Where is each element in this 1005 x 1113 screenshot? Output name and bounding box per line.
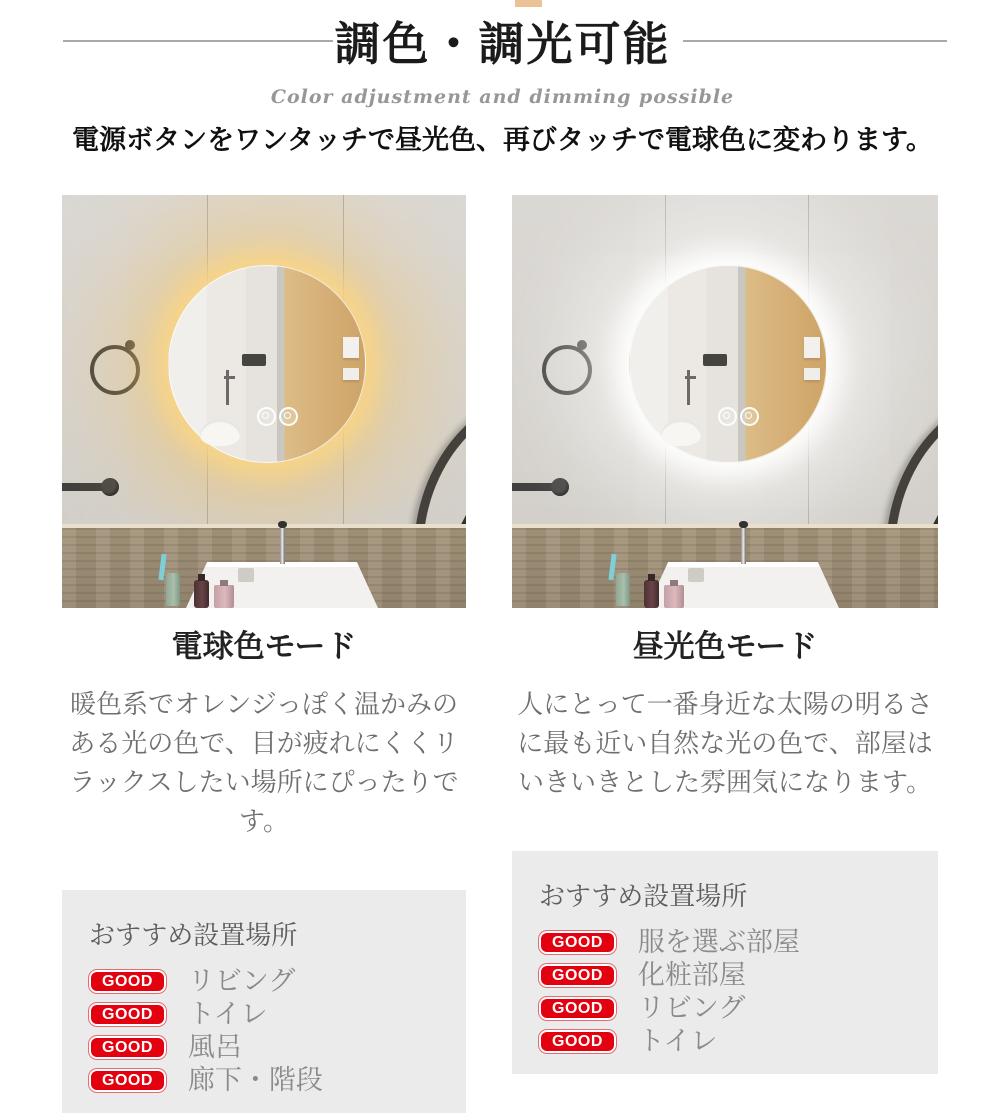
recommend-row xyxy=(539,960,911,990)
recommend-row xyxy=(89,1032,439,1062)
good-badge: GOOD xyxy=(539,931,616,954)
recommend-title: おすすめ設置場所 xyxy=(539,881,748,911)
bathroom-photo-daylight xyxy=(512,195,938,608)
towel-bar xyxy=(512,483,562,491)
good-badge: GOOD xyxy=(89,970,166,993)
mirror-reflection-faucet xyxy=(687,370,690,405)
mirror-reflection-toilet xyxy=(200,419,240,446)
cup xyxy=(688,568,704,582)
recommend-row xyxy=(89,999,439,1029)
section-header xyxy=(0,16,1005,76)
towel-bar xyxy=(62,483,112,491)
perfume-bottle xyxy=(214,585,234,608)
recommend-title: おすすめ設置場所 xyxy=(89,920,298,950)
mode-description-daylight: 人にとって一番身近な太陽の明るさに最も近い自然な光の色で、部屋はいきいきとした雰囲気になります。 xyxy=(517,689,933,797)
mirror-reflection-shelf xyxy=(343,368,359,380)
recommend-place: 化粧部屋 xyxy=(637,960,746,990)
faucet xyxy=(280,526,285,564)
mirror-reflection-shelf xyxy=(804,368,820,380)
recommend-place: リビング xyxy=(637,993,746,1023)
mirror-reflection-toilet xyxy=(661,419,701,446)
mirror-reflection-switch xyxy=(242,354,266,366)
lead-text: 電源ボタンをワンタッチで昼光色、再びタッチで電球色に変わります。 xyxy=(72,125,933,155)
section-title: 調色・調光可能 xyxy=(334,18,671,70)
recommend-row xyxy=(89,966,439,996)
mode-label-daylight: 昼光色モード xyxy=(632,629,818,664)
mode-description-warm: 暖色系でオレンジっぽく温かみのある光の色で、目が疲れにくくリラックスしたい場所にぴったりです。 xyxy=(69,689,459,836)
dark-bottle xyxy=(644,580,659,608)
title-rule-right xyxy=(683,40,947,42)
column-warm-mode xyxy=(62,195,466,1113)
good-badge: GOOD xyxy=(539,997,616,1020)
light-touch-button-icon xyxy=(279,407,298,426)
recommend-place: 廊下・階段 xyxy=(187,1065,323,1095)
recommend-place: トイレ xyxy=(637,1026,718,1056)
recommend-box-daylight xyxy=(512,851,938,1074)
recommend-row xyxy=(539,1026,911,1056)
good-badge: GOOD xyxy=(89,1003,166,1026)
mirror-reflection-shelf xyxy=(343,337,359,358)
mirror-reflection-shelf xyxy=(804,337,820,358)
recommend-row xyxy=(539,993,911,1023)
perfume-bottle xyxy=(664,585,684,608)
round-led-mirror xyxy=(629,265,827,463)
green-bottle xyxy=(616,573,630,606)
top-decoration-cutoff xyxy=(515,0,542,7)
column-daylight-mode xyxy=(512,195,938,1074)
cup xyxy=(238,568,254,582)
good-badge: GOOD xyxy=(89,1069,166,1092)
recommend-place: トイレ xyxy=(187,999,268,1029)
mirror-reflection-switch xyxy=(703,354,727,366)
mirror-reflection-faucet xyxy=(226,370,229,405)
good-badge: GOOD xyxy=(89,1036,166,1059)
power-touch-button-icon xyxy=(718,407,737,426)
good-badge: GOOD xyxy=(539,1030,616,1053)
power-touch-button-icon xyxy=(257,407,276,426)
green-bottle xyxy=(166,573,180,606)
recommend-place: 風呂 xyxy=(187,1032,242,1062)
section-subtitle-en: Color adjustment and dimming possible xyxy=(270,86,735,108)
towel-ring xyxy=(90,345,140,395)
good-badge: GOOD xyxy=(539,964,616,987)
light-touch-button-icon xyxy=(740,407,759,426)
towel-ring xyxy=(542,345,592,395)
recommend-row xyxy=(89,1065,439,1095)
faucet xyxy=(741,526,746,564)
bathroom-photo-warm xyxy=(62,195,466,608)
round-led-mirror xyxy=(168,265,366,463)
dark-bottle xyxy=(194,580,209,608)
recommend-place: リビング xyxy=(187,966,296,996)
recommend-place: 服を選ぶ部屋 xyxy=(637,927,800,957)
mode-label-warm: 電球色モード xyxy=(171,629,357,664)
recommend-row xyxy=(539,927,911,957)
